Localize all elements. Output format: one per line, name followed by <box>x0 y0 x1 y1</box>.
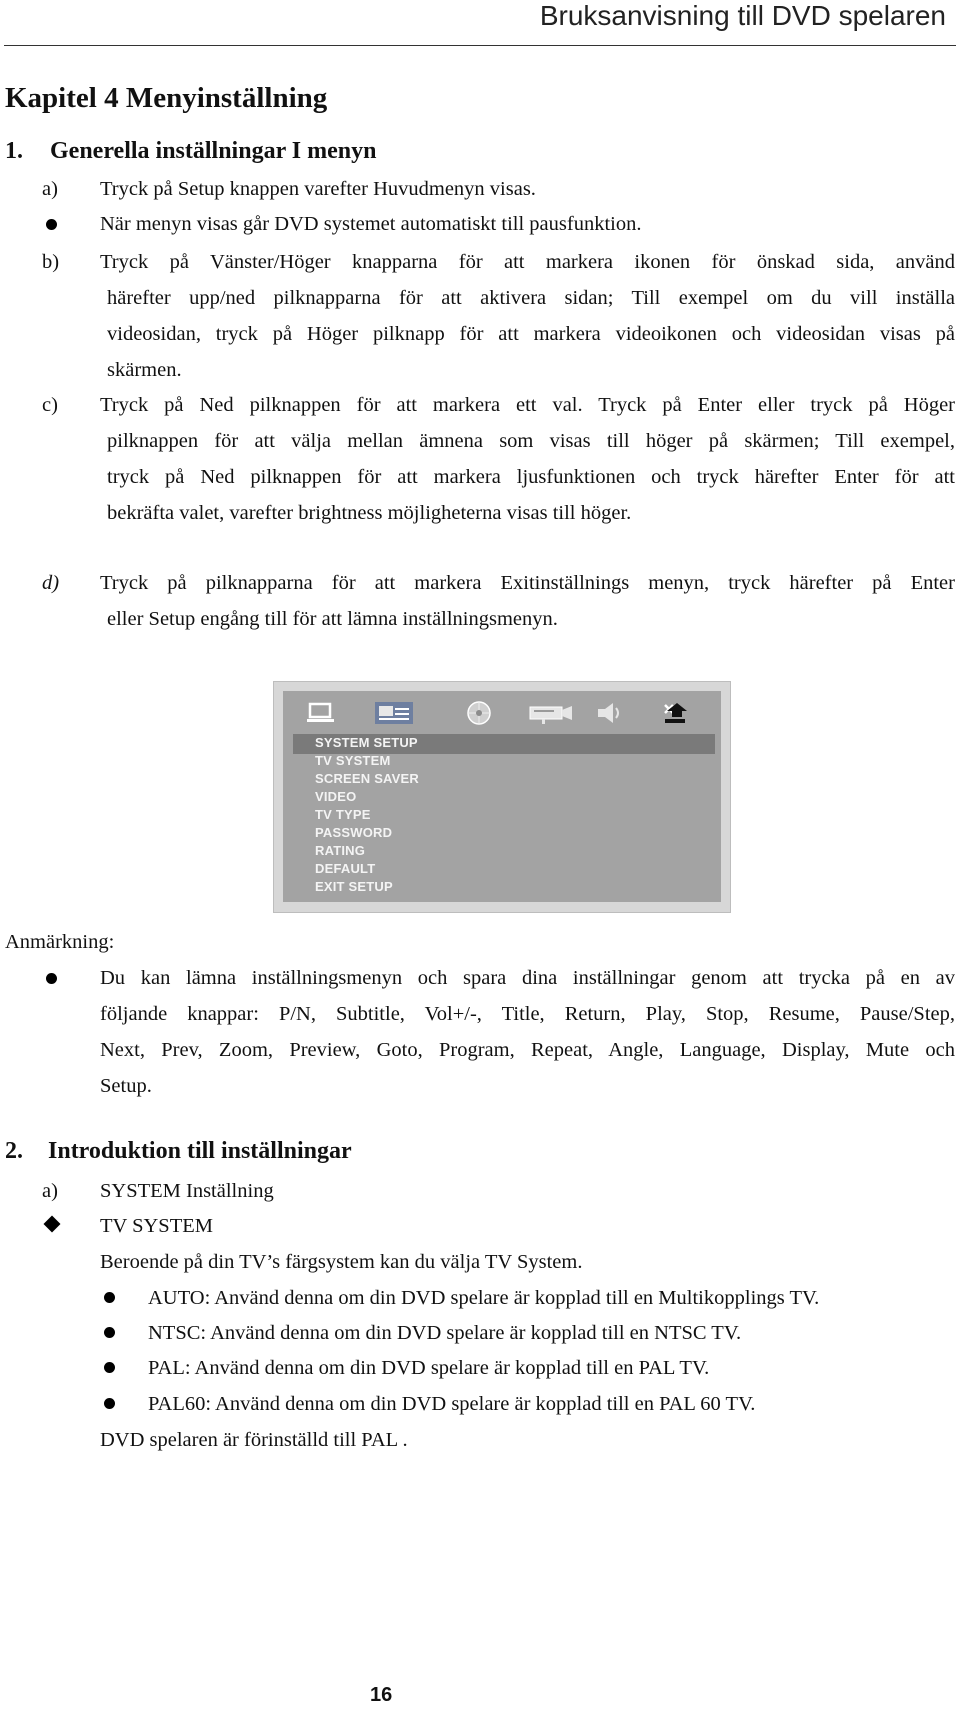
section2-sub-label: a) <box>42 1180 58 1202</box>
bullet-icon <box>104 1327 115 1338</box>
section1-title: Generella inställningar I menyn <box>50 138 377 164</box>
system-setup-icon <box>305 701 337 725</box>
setup-menu-screenshot <box>273 681 731 913</box>
step-c-line: Tryck på Ned pilknappen för att markera ett val. Tryck på Enter eller tryck på Höger <box>100 394 955 416</box>
video-projector-icon <box>528 701 574 725</box>
bullet-icon <box>46 219 57 230</box>
menu-item-video: VIDEO <box>315 789 357 804</box>
menu-item-tv-system: TV SYSTEM <box>315 753 391 768</box>
page-number: 16 <box>370 1684 393 1706</box>
speaker-icon <box>595 701 625 725</box>
step-a-text: Tryck på Setup knappen varefter Huvudmenyn visas. <box>100 178 536 200</box>
menu-item-exit-setup: EXIT SETUP <box>315 879 393 894</box>
note-title: Anmärkning: <box>5 931 115 953</box>
step-b-label: b) <box>42 251 60 273</box>
default-setting-text: DVD spelaren är förinställd till PAL . <box>100 1429 408 1451</box>
pause-note-text: När menyn visas går DVD systemet automatiskt till pausfunktion. <box>100 213 642 235</box>
menu-item-screen-saver: SCREEN SAVER <box>315 771 420 786</box>
menu-item-password: PASSWORD <box>315 825 393 840</box>
note-line: Next, Prev, Zoom, Preview, Goto, Program, Repeat, Angle, Language, Display, Mute och <box>100 1039 955 1061</box>
step-d-line: eller Setup engång till för att lämna inställningsmenyn. <box>107 608 558 630</box>
section2-sub-title: SYSTEM Inställning <box>100 1180 274 1202</box>
exit-icon <box>661 701 689 725</box>
menu-header-system-setup: SYSTEM SETUP <box>315 735 418 750</box>
note-line: Setup. <box>100 1075 152 1097</box>
header-divider <box>4 45 956 46</box>
step-b-line: Tryck på Vänster/Höger knapparna för att markera ikonen för önskad sida, använd <box>100 251 955 273</box>
setup-menu-screen <box>283 691 721 902</box>
chapter-title: Kapitel 4 Menyinställning <box>5 82 328 114</box>
step-b-line: videosidan, tryck på Höger pilknapp för att markera videoikonen och videosidan visas på <box>107 323 955 345</box>
bullet-icon <box>104 1362 115 1373</box>
tv-system-title: TV SYSTEM <box>100 1215 213 1237</box>
option-pal60: PAL60: Använd denna om din DVD spelare är kopplad till en PAL 60 TV. <box>148 1393 756 1415</box>
document-header-title: Bruksanvisning till DVD spelaren <box>539 0 946 31</box>
note-line: Du kan lämna inställningsmenyn och spara dina inställningar genom att trycka på en av <box>100 967 955 989</box>
menu-item-default: DEFAULT <box>315 861 376 876</box>
section1-number: 1. <box>5 138 23 164</box>
menu-item-tv-type: TV TYPE <box>315 807 371 822</box>
step-b-line: härefter upp/ned pilknapparna för att aktivera sidan; Till exempel om du vill inställa <box>107 287 955 309</box>
tv-system-intro: Beroende på din TV’s färgsystem kan du välja TV System. <box>100 1251 583 1273</box>
step-d-line: Tryck på pilknapparna för att markera Exitinställnings menyn, tryck härefter på Enter <box>100 572 955 594</box>
note-line: följande knappar: P/N, Subtitle, Vol+/-, Title, Return, Play, Stop, Resume, Pause/Step, <box>100 1003 955 1025</box>
option-ntsc: NTSC: Använd denna om din DVD spelare är kopplad till en NTSC TV. <box>148 1322 742 1344</box>
option-auto: AUTO: Använd denna om din DVD spelare är kopplad till en Multikopplings TV. <box>148 1287 820 1309</box>
step-a-label: a) <box>42 178 58 200</box>
bullet-icon <box>104 1398 115 1409</box>
step-d-label: d) <box>42 572 60 594</box>
section2-number: 2. <box>5 1138 23 1164</box>
step-c-line: bekräfta valet, varefter brightness möjligheterna visas till höger. <box>107 502 632 524</box>
section2-title: Introduktion till inställningar <box>48 1138 352 1164</box>
bullet-icon <box>104 1292 115 1303</box>
menu-item-rating: RATING <box>315 843 366 858</box>
option-pal: PAL: Använd denna om din DVD spelare är kopplad till en PAL TV. <box>148 1357 710 1379</box>
step-c-line: pilknappen för att välja mellan ämnena som visas till höger på skärmen; Till exempel, <box>107 430 955 452</box>
bullet-icon <box>46 973 57 984</box>
step-c-line: tryck på Ned pilknappen för att markera ljusfunktionen och tryck härefter Enter för att <box>107 466 955 488</box>
diamond-bullet-icon <box>44 1216 61 1233</box>
step-b-line: skärmen. <box>107 359 182 381</box>
screen-setup-icon <box>374 701 414 725</box>
step-c-label: c) <box>42 394 58 416</box>
audio-disc-icon <box>465 701 493 725</box>
